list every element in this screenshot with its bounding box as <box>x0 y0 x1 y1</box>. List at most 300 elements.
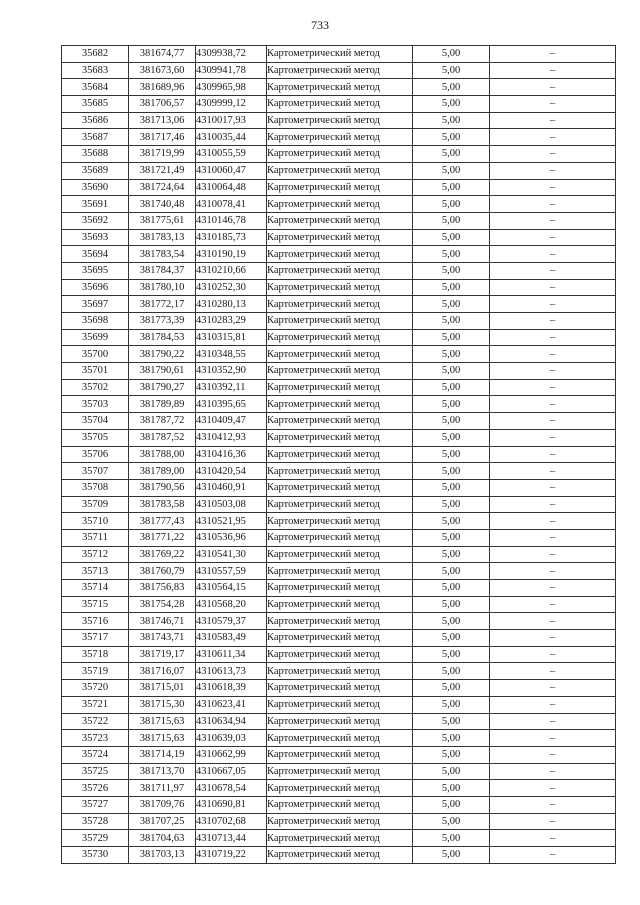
x-coordinate-cell: 381689,96 <box>129 79 196 96</box>
table-row <box>62 463 616 480</box>
description-cell: – <box>490 279 616 296</box>
accuracy-cell: 5,00 <box>413 446 490 463</box>
y-coordinate-cell: 4310252,30 <box>196 279 267 296</box>
y-coordinate-cell: 4310503,08 <box>196 496 267 513</box>
table-row <box>62 413 616 430</box>
description-cell: – <box>490 146 616 163</box>
method-cell: Картометрический метод <box>267 62 413 79</box>
accuracy-cell: 5,00 <box>413 513 490 530</box>
accuracy-cell: 5,00 <box>413 363 490 380</box>
y-coordinate-cell: 4310639,03 <box>196 730 267 747</box>
description-cell: – <box>490 196 616 213</box>
y-coordinate-cell: 4310420,54 <box>196 463 267 480</box>
table-row <box>62 563 616 580</box>
point-number-cell: 35723 <box>62 730 129 747</box>
method-cell: Картометрический метод <box>267 196 413 213</box>
accuracy-cell: 5,00 <box>413 646 490 663</box>
table-row <box>62 546 616 563</box>
description-cell: – <box>490 746 616 763</box>
accuracy-cell: 5,00 <box>413 496 490 513</box>
method-cell: Картометрический метод <box>267 529 413 546</box>
y-coordinate-cell: 4310146,78 <box>196 212 267 229</box>
table-row <box>62 313 616 330</box>
description-cell: – <box>490 713 616 730</box>
x-coordinate-cell: 381773,39 <box>129 313 196 330</box>
y-coordinate-cell: 4310662,99 <box>196 746 267 763</box>
description-cell: – <box>490 463 616 480</box>
y-coordinate-cell: 4310719,22 <box>196 847 267 864</box>
method-cell: Картометрический метод <box>267 262 413 279</box>
description-cell: – <box>490 363 616 380</box>
method-cell: Картометрический метод <box>267 830 413 847</box>
description-cell: – <box>490 346 616 363</box>
description-cell: – <box>490 429 616 446</box>
x-coordinate-cell: 381714,19 <box>129 746 196 763</box>
y-coordinate-cell: 4310055,59 <box>196 146 267 163</box>
description-cell: – <box>490 780 616 797</box>
description-cell: – <box>490 62 616 79</box>
table-row <box>62 446 616 463</box>
accuracy-cell: 5,00 <box>413 663 490 680</box>
y-coordinate-cell: 4310283,29 <box>196 313 267 330</box>
y-coordinate-cell: 4310078,41 <box>196 196 267 213</box>
y-coordinate-cell: 4310460,91 <box>196 479 267 496</box>
point-number-cell: 35687 <box>62 129 129 146</box>
accuracy-cell: 5,00 <box>413 279 490 296</box>
point-number-cell: 35693 <box>62 229 129 246</box>
accuracy-cell: 5,00 <box>413 112 490 129</box>
description-cell: – <box>490 646 616 663</box>
description-cell: – <box>490 479 616 496</box>
x-coordinate-cell: 381703,13 <box>129 847 196 864</box>
method-cell: Картометрический метод <box>267 162 413 179</box>
table-row <box>62 746 616 763</box>
method-cell: Картометрический метод <box>267 146 413 163</box>
table-row <box>62 346 616 363</box>
point-number-cell: 35706 <box>62 446 129 463</box>
point-number-cell: 35696 <box>62 279 129 296</box>
description-cell: – <box>490 580 616 597</box>
table-row <box>62 379 616 396</box>
x-coordinate-cell: 381746,71 <box>129 613 196 630</box>
y-coordinate-cell: 4310536,96 <box>196 529 267 546</box>
page-number: 733 <box>311 18 329 32</box>
y-coordinate-cell: 4310690,81 <box>196 796 267 813</box>
y-coordinate-cell: 4310185,73 <box>196 229 267 246</box>
description-cell: – <box>490 813 616 830</box>
x-coordinate-cell: 381756,83 <box>129 580 196 597</box>
description-cell: – <box>490 730 616 747</box>
description-cell: – <box>490 296 616 313</box>
accuracy-cell: 5,00 <box>413 196 490 213</box>
description-cell: – <box>490 96 616 113</box>
point-number-cell: 35690 <box>62 179 129 196</box>
y-coordinate-cell: 4310564,15 <box>196 580 267 597</box>
method-cell: Картометрический метод <box>267 379 413 396</box>
point-number-cell: 35682 <box>62 46 129 63</box>
method-cell: Картометрический метод <box>267 763 413 780</box>
point-number-cell: 35712 <box>62 546 129 563</box>
method-cell: Картометрический метод <box>267 796 413 813</box>
point-number-cell: 35721 <box>62 696 129 713</box>
x-coordinate-cell: 381777,43 <box>129 513 196 530</box>
point-number-cell: 35724 <box>62 746 129 763</box>
table-row <box>62 96 616 113</box>
accuracy-cell: 5,00 <box>413 479 490 496</box>
description-cell: – <box>490 413 616 430</box>
description-cell: – <box>490 446 616 463</box>
description-cell: – <box>490 696 616 713</box>
method-cell: Картометрический метод <box>267 730 413 747</box>
accuracy-cell: 5,00 <box>413 329 490 346</box>
accuracy-cell: 5,00 <box>413 546 490 563</box>
x-coordinate-cell: 381715,63 <box>129 730 196 747</box>
x-coordinate-cell: 381715,30 <box>129 696 196 713</box>
point-number-cell: 35702 <box>62 379 129 396</box>
point-number-cell: 35700 <box>62 346 129 363</box>
method-cell: Картометрический метод <box>267 663 413 680</box>
description-cell: – <box>490 112 616 129</box>
point-number-cell: 35728 <box>62 813 129 830</box>
point-number-cell: 35729 <box>62 830 129 847</box>
x-coordinate-cell: 381719,99 <box>129 146 196 163</box>
y-coordinate-cell: 4310348,55 <box>196 346 267 363</box>
method-cell: Картометрический метод <box>267 279 413 296</box>
table-row <box>62 513 616 530</box>
table-row <box>62 696 616 713</box>
y-coordinate-cell: 4310409,47 <box>196 413 267 430</box>
point-number-cell: 35704 <box>62 413 129 430</box>
accuracy-cell: 5,00 <box>413 563 490 580</box>
description-cell: – <box>490 313 616 330</box>
x-coordinate-cell: 381771,22 <box>129 529 196 546</box>
x-coordinate-cell: 381789,89 <box>129 396 196 413</box>
description-cell: – <box>490 129 616 146</box>
y-coordinate-cell: 4310541,30 <box>196 546 267 563</box>
accuracy-cell: 5,00 <box>413 596 490 613</box>
point-number-cell: 35692 <box>62 212 129 229</box>
coordinates-table-body <box>62 46 616 864</box>
table-row <box>62 796 616 813</box>
description-cell: – <box>490 796 616 813</box>
method-cell: Картометрический метод <box>267 413 413 430</box>
method-cell: Картометрический метод <box>267 680 413 697</box>
x-coordinate-cell: 381713,06 <box>129 112 196 129</box>
accuracy-cell: 5,00 <box>413 413 490 430</box>
x-coordinate-cell: 381711,97 <box>129 780 196 797</box>
method-cell: Картометрический метод <box>267 713 413 730</box>
description-cell: – <box>490 763 616 780</box>
x-coordinate-cell: 381783,54 <box>129 246 196 263</box>
table-row <box>62 496 616 513</box>
description-cell: – <box>490 847 616 864</box>
x-coordinate-cell: 381784,37 <box>129 262 196 279</box>
accuracy-cell: 5,00 <box>413 246 490 263</box>
description-cell: – <box>490 79 616 96</box>
x-coordinate-cell: 381783,13 <box>129 229 196 246</box>
table-row <box>62 262 616 279</box>
accuracy-cell: 5,00 <box>413 162 490 179</box>
table-row <box>62 296 616 313</box>
accuracy-cell: 5,00 <box>413 96 490 113</box>
accuracy-cell: 5,00 <box>413 746 490 763</box>
accuracy-cell: 5,00 <box>413 396 490 413</box>
point-number-cell: 35703 <box>62 396 129 413</box>
accuracy-cell: 5,00 <box>413 229 490 246</box>
method-cell: Картометрический метод <box>267 563 413 580</box>
description-cell: – <box>490 379 616 396</box>
x-coordinate-cell: 381707,25 <box>129 813 196 830</box>
accuracy-cell: 5,00 <box>413 780 490 797</box>
x-coordinate-cell: 381775,61 <box>129 212 196 229</box>
accuracy-cell: 5,00 <box>413 62 490 79</box>
x-coordinate-cell: 381790,56 <box>129 479 196 496</box>
accuracy-cell: 5,00 <box>413 813 490 830</box>
y-coordinate-cell: 4310713,44 <box>196 830 267 847</box>
accuracy-cell: 5,00 <box>413 212 490 229</box>
x-coordinate-cell: 381790,27 <box>129 379 196 396</box>
table-row <box>62 429 616 446</box>
x-coordinate-cell: 381674,77 <box>129 46 196 63</box>
accuracy-cell: 5,00 <box>413 830 490 847</box>
accuracy-cell: 5,00 <box>413 713 490 730</box>
method-cell: Картометрический метод <box>267 396 413 413</box>
y-coordinate-cell: 4309965,98 <box>196 79 267 96</box>
point-number-cell: 35725 <box>62 763 129 780</box>
accuracy-cell: 5,00 <box>413 696 490 713</box>
description-cell: – <box>490 513 616 530</box>
x-coordinate-cell: 381709,76 <box>129 796 196 813</box>
x-coordinate-cell: 381784,53 <box>129 329 196 346</box>
method-cell: Картометрический метод <box>267 313 413 330</box>
method-cell: Картометрический метод <box>267 212 413 229</box>
accuracy-cell: 5,00 <box>413 529 490 546</box>
x-coordinate-cell: 381719,17 <box>129 646 196 663</box>
description-cell: – <box>490 246 616 263</box>
method-cell: Картометрический метод <box>267 496 413 513</box>
table-row <box>62 329 616 346</box>
x-coordinate-cell: 381788,00 <box>129 446 196 463</box>
y-coordinate-cell: 4310618,39 <box>196 680 267 697</box>
table-row <box>62 212 616 229</box>
x-coordinate-cell: 381704,63 <box>129 830 196 847</box>
point-number-cell: 35722 <box>62 713 129 730</box>
y-coordinate-cell: 4310280,13 <box>196 296 267 313</box>
point-number-cell: 35727 <box>62 796 129 813</box>
y-coordinate-cell: 4309941,78 <box>196 62 267 79</box>
accuracy-cell: 5,00 <box>413 630 490 647</box>
table-row <box>62 780 616 797</box>
x-coordinate-cell: 381790,61 <box>129 363 196 380</box>
point-number-cell: 35705 <box>62 429 129 446</box>
y-coordinate-cell: 4310667,05 <box>196 763 267 780</box>
point-number-cell: 35730 <box>62 847 129 864</box>
y-coordinate-cell: 4310702,68 <box>196 813 267 830</box>
method-cell: Картометрический метод <box>267 696 413 713</box>
table-row <box>62 830 616 847</box>
description-cell: – <box>490 229 616 246</box>
method-cell: Картометрический метод <box>267 363 413 380</box>
x-coordinate-cell: 381724,64 <box>129 179 196 196</box>
table-row <box>62 396 616 413</box>
point-number-cell: 35726 <box>62 780 129 797</box>
description-cell: – <box>490 46 616 63</box>
table-row <box>62 146 616 163</box>
method-cell: Картометрический метод <box>267 96 413 113</box>
x-coordinate-cell: 381790,22 <box>129 346 196 363</box>
description-cell: – <box>490 529 616 546</box>
point-number-cell: 35707 <box>62 463 129 480</box>
description-cell: – <box>490 680 616 697</box>
accuracy-cell: 5,00 <box>413 146 490 163</box>
x-coordinate-cell: 381787,72 <box>129 413 196 430</box>
accuracy-cell: 5,00 <box>413 463 490 480</box>
description-cell: – <box>490 162 616 179</box>
table-row <box>62 613 616 630</box>
table-row <box>62 630 616 647</box>
description-cell: – <box>490 563 616 580</box>
point-number-cell: 35719 <box>62 663 129 680</box>
method-cell: Картометрический метод <box>267 179 413 196</box>
method-cell: Картометрический метод <box>267 479 413 496</box>
x-coordinate-cell: 381769,22 <box>129 546 196 563</box>
table-row <box>62 196 616 213</box>
point-number-cell: 35708 <box>62 479 129 496</box>
accuracy-cell: 5,00 <box>413 346 490 363</box>
method-cell: Картометрический метод <box>267 596 413 613</box>
method-cell: Картометрический метод <box>267 346 413 363</box>
table-row <box>62 713 616 730</box>
y-coordinate-cell: 4310416,36 <box>196 446 267 463</box>
table-row <box>62 279 616 296</box>
method-cell: Картометрический метод <box>267 129 413 146</box>
method-cell: Картометрический метод <box>267 813 413 830</box>
table-row <box>62 229 616 246</box>
x-coordinate-cell: 381787,52 <box>129 429 196 446</box>
accuracy-cell: 5,00 <box>413 580 490 597</box>
accuracy-cell: 5,00 <box>413 79 490 96</box>
accuracy-cell: 5,00 <box>413 680 490 697</box>
y-coordinate-cell: 4309999,12 <box>196 96 267 113</box>
point-number-cell: 35699 <box>62 329 129 346</box>
description-cell: – <box>490 262 616 279</box>
description-cell: – <box>490 613 616 630</box>
y-coordinate-cell: 4310412,93 <box>196 429 267 446</box>
y-coordinate-cell: 4310579,37 <box>196 613 267 630</box>
x-coordinate-cell: 381715,01 <box>129 680 196 697</box>
x-coordinate-cell: 381716,07 <box>129 663 196 680</box>
table-row <box>62 680 616 697</box>
x-coordinate-cell: 381743,71 <box>129 630 196 647</box>
table-row <box>62 62 616 79</box>
x-coordinate-cell: 381754,28 <box>129 596 196 613</box>
point-number-cell: 35686 <box>62 112 129 129</box>
point-number-cell: 35713 <box>62 563 129 580</box>
method-cell: Картометрический метод <box>267 46 413 63</box>
x-coordinate-cell: 381721,49 <box>129 162 196 179</box>
description-cell: – <box>490 329 616 346</box>
point-number-cell: 35717 <box>62 630 129 647</box>
description-cell: – <box>490 496 616 513</box>
table-row <box>62 813 616 830</box>
x-coordinate-cell: 381673,60 <box>129 62 196 79</box>
point-number-cell: 35709 <box>62 496 129 513</box>
point-number-cell: 35694 <box>62 246 129 263</box>
point-number-cell: 35710 <box>62 513 129 530</box>
coordinates-table <box>61 45 616 864</box>
table-row <box>62 246 616 263</box>
method-cell: Картометрический метод <box>267 613 413 630</box>
accuracy-cell: 5,00 <box>413 46 490 63</box>
point-number-cell: 35718 <box>62 646 129 663</box>
description-cell: – <box>490 630 616 647</box>
description-cell: – <box>490 546 616 563</box>
description-cell: – <box>490 396 616 413</box>
accuracy-cell: 5,00 <box>413 313 490 330</box>
y-coordinate-cell: 4310315,81 <box>196 329 267 346</box>
x-coordinate-cell: 381760,79 <box>129 563 196 580</box>
method-cell: Картометрический метод <box>267 630 413 647</box>
table-row <box>62 179 616 196</box>
point-number-cell: 35688 <box>62 146 129 163</box>
y-coordinate-cell: 4310035,44 <box>196 129 267 146</box>
point-number-cell: 35689 <box>62 162 129 179</box>
accuracy-cell: 5,00 <box>413 262 490 279</box>
method-cell: Картометрический метод <box>267 513 413 530</box>
table-row <box>62 129 616 146</box>
accuracy-cell: 5,00 <box>413 179 490 196</box>
point-number-cell: 35695 <box>62 262 129 279</box>
y-coordinate-cell: 4310521,95 <box>196 513 267 530</box>
table-row <box>62 663 616 680</box>
method-cell: Картометрический метод <box>267 580 413 597</box>
y-coordinate-cell: 4310064,48 <box>196 179 267 196</box>
y-coordinate-cell: 4310352,90 <box>196 363 267 380</box>
table-row <box>62 580 616 597</box>
method-cell: Картометрический метод <box>267 463 413 480</box>
method-cell: Картометрический метод <box>267 296 413 313</box>
method-cell: Картометрический метод <box>267 229 413 246</box>
y-coordinate-cell: 4310634,94 <box>196 713 267 730</box>
point-number-cell: 35711 <box>62 529 129 546</box>
x-coordinate-cell: 381780,10 <box>129 279 196 296</box>
point-number-cell: 35684 <box>62 79 129 96</box>
y-coordinate-cell: 4310613,73 <box>196 663 267 680</box>
y-coordinate-cell: 4310623,41 <box>196 696 267 713</box>
method-cell: Картометрический метод <box>267 329 413 346</box>
table-row <box>62 646 616 663</box>
accuracy-cell: 5,00 <box>413 129 490 146</box>
point-number-cell: 35715 <box>62 596 129 613</box>
table-row <box>62 847 616 864</box>
y-coordinate-cell: 4310678,54 <box>196 780 267 797</box>
accuracy-cell: 5,00 <box>413 763 490 780</box>
y-coordinate-cell: 4310395,65 <box>196 396 267 413</box>
x-coordinate-cell: 381717,46 <box>129 129 196 146</box>
y-coordinate-cell: 4310190,19 <box>196 246 267 263</box>
accuracy-cell: 5,00 <box>413 296 490 313</box>
x-coordinate-cell: 381706,57 <box>129 96 196 113</box>
description-cell: – <box>490 663 616 680</box>
x-coordinate-cell: 381772,17 <box>129 296 196 313</box>
table-row <box>62 363 616 380</box>
method-cell: Картометрический метод <box>267 429 413 446</box>
point-number-cell: 35697 <box>62 296 129 313</box>
table-row <box>62 479 616 496</box>
point-number-cell: 35685 <box>62 96 129 113</box>
x-coordinate-cell: 381783,58 <box>129 496 196 513</box>
table-row <box>62 162 616 179</box>
